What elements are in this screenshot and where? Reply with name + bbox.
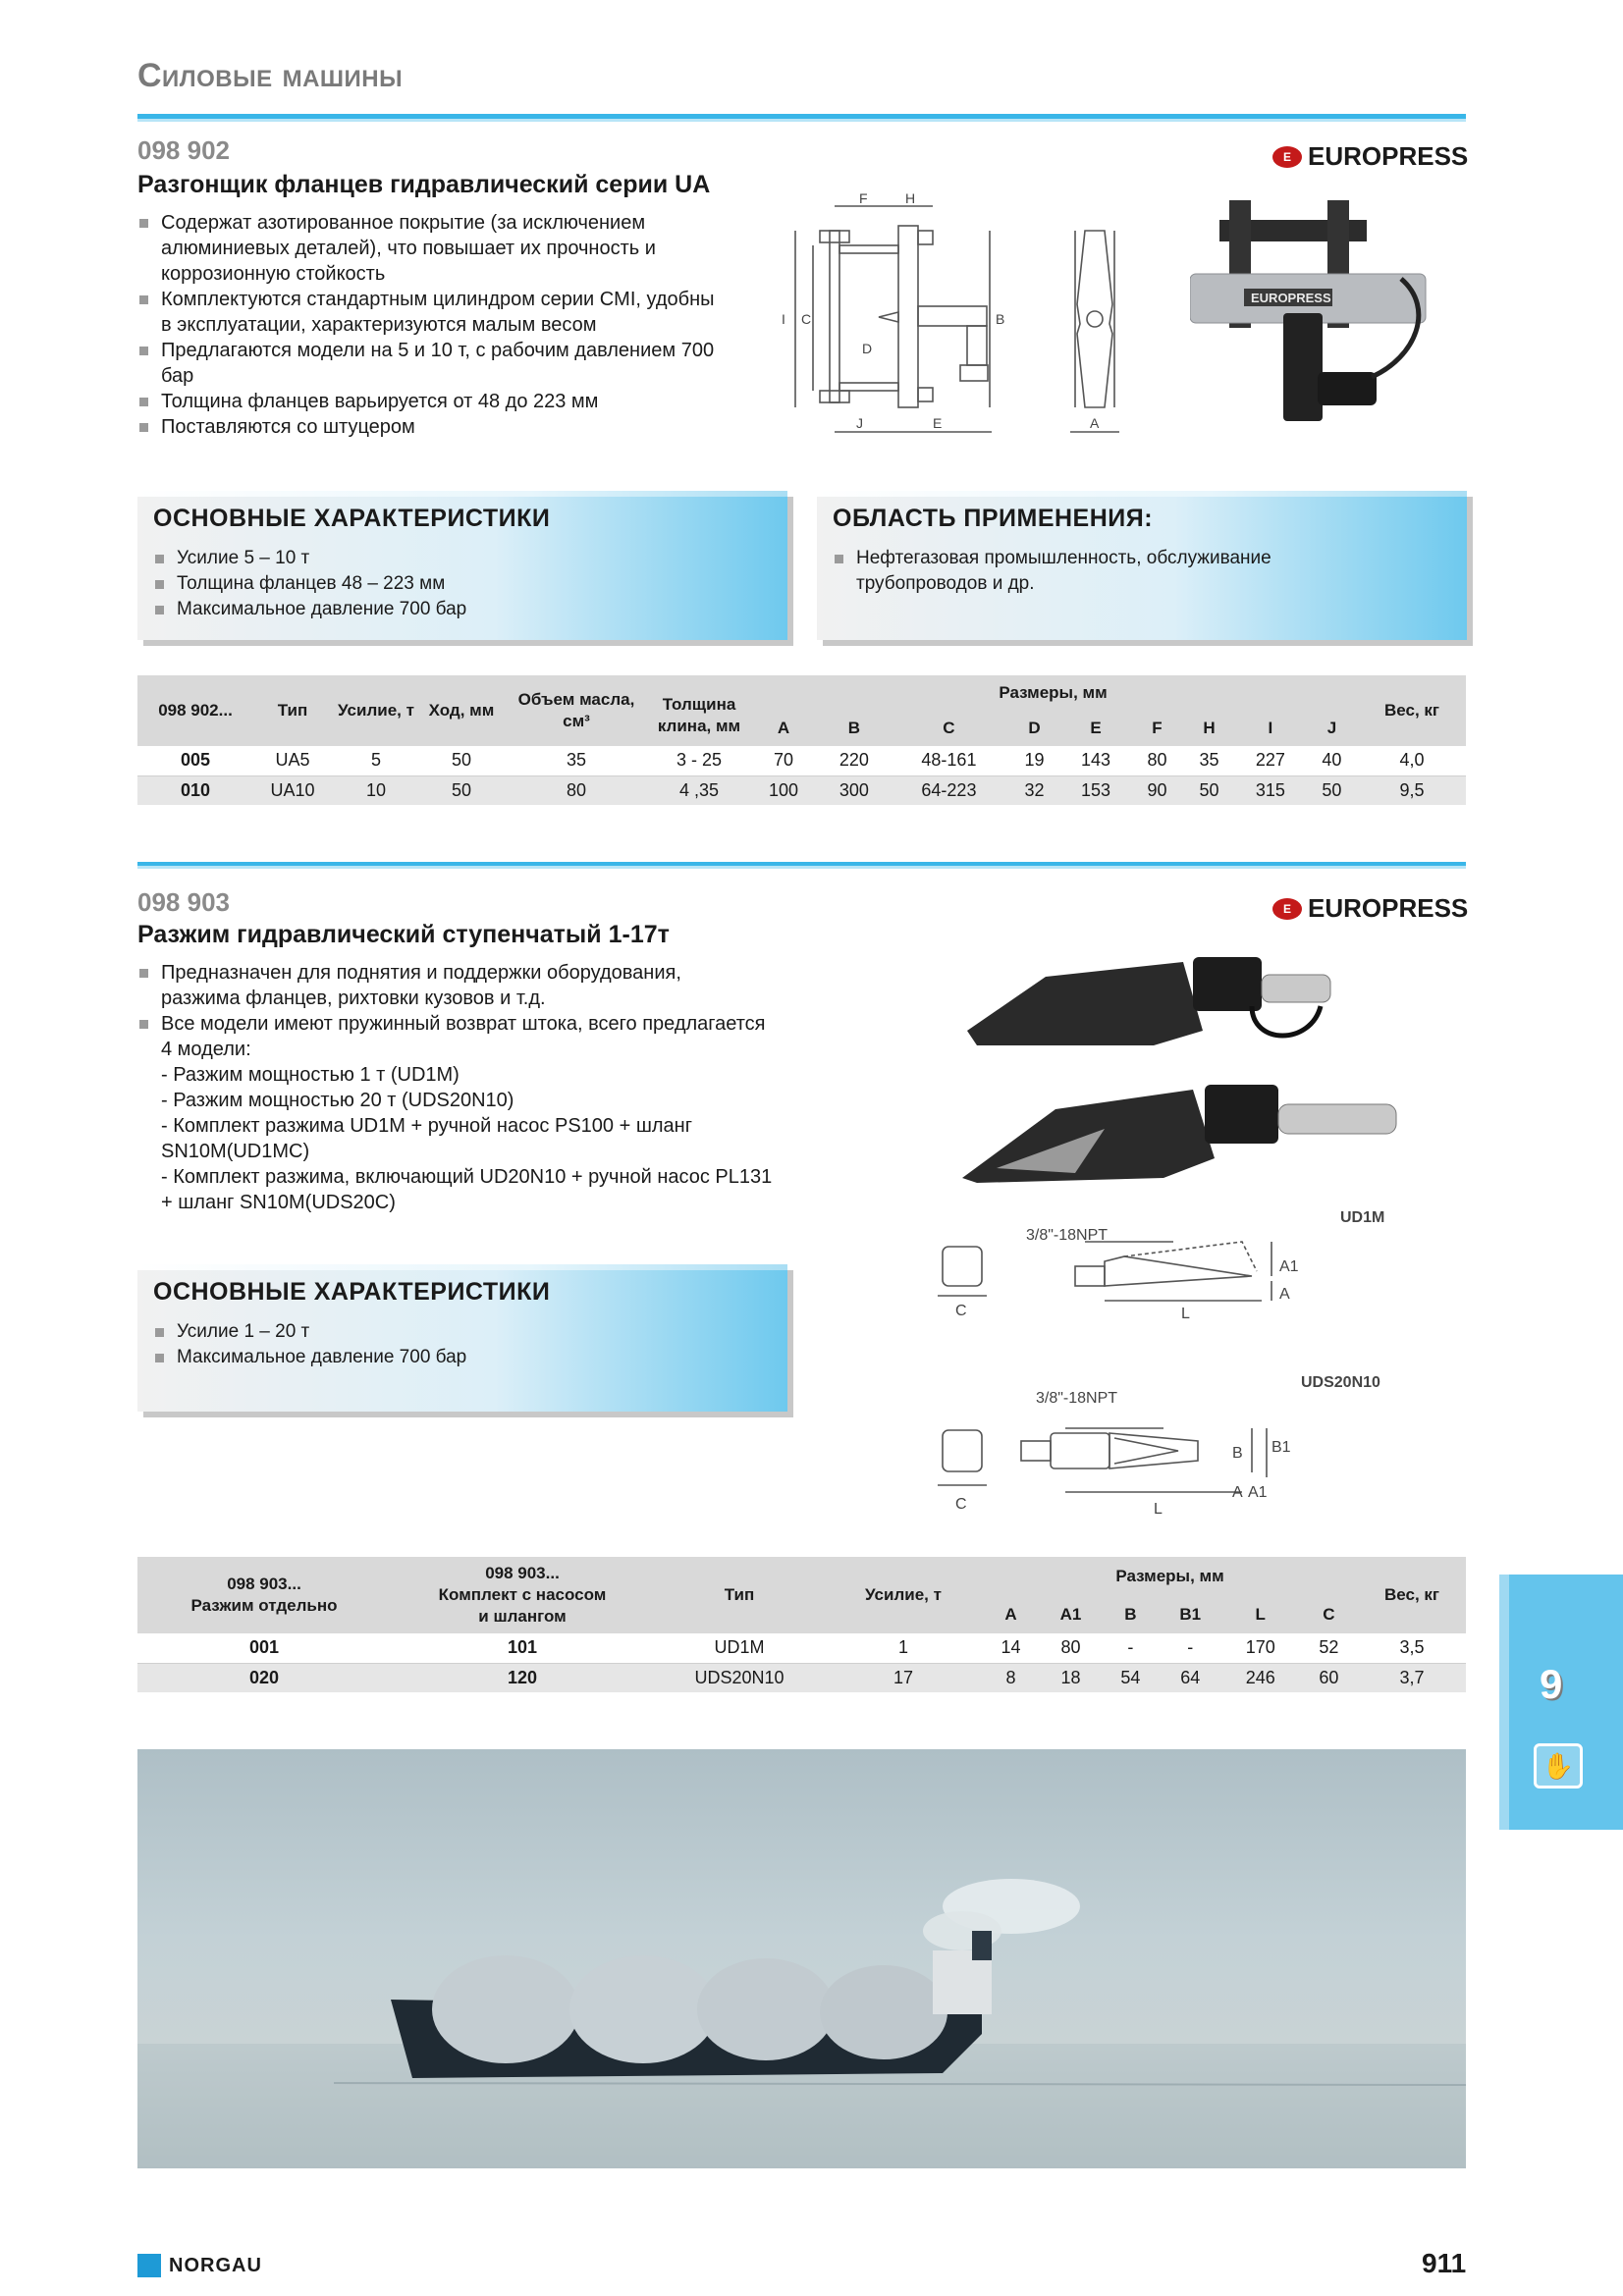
cell: 9,5 [1358,775,1466,805]
cell: 1 [825,1633,982,1663]
dim-label-c: C [955,1496,967,1513]
dim-label-j: J [856,415,863,431]
model-line: SN10M(UD1MC) [161,1141,310,1162]
brand-logo [1272,893,1468,924]
header-divider [137,114,1466,122]
cell: 4,0 [1358,746,1466,775]
dim-label-c: C [801,311,812,327]
cell: 80 [503,775,650,805]
dim-label-a: A [1279,1286,1290,1303]
cell: UD1M [654,1633,825,1663]
cell: 70 [748,746,819,775]
cell: 50 [420,746,503,775]
features-list [153,1319,466,1370]
cell: 220 [819,746,890,775]
feature-item: Толщина фланцев 48 – 223 мм [153,571,466,597]
cell: - [1160,1633,1221,1663]
product-bullets [137,210,717,440]
th-dim: B [1102,1596,1160,1633]
cell: 5 [332,746,420,775]
cell: 101 [391,1633,654,1663]
product-title: Разгонщик фланцев гидравлический серии UA [137,171,711,198]
th-dim: J [1306,711,1358,746]
feature-item: Усилие 5 – 10 т [153,546,466,571]
cell: 3,5 [1358,1633,1466,1663]
th-oil: Объем масла, см³ [503,675,650,746]
lng-tanker-photo [137,1749,1466,2168]
th-dims: Размеры, мм [748,675,1358,711]
ud1m-label: UD1M [1340,1209,1385,1226]
chapter-number: 9 [1540,1661,1563,1707]
cell: UA5 [253,746,332,775]
th-force: Усилие, т [825,1557,982,1633]
dim-label-l: L [1181,1306,1190,1322]
th-weight: Вес, кг [1358,675,1466,746]
application-list [833,546,1324,597]
th-dim: D [1008,711,1060,746]
box-top-bar [817,491,1467,497]
cell: 010 [137,775,253,805]
ud1m-drawing [938,1202,1409,1350]
bullet-item: Предназначен для поднятия и поддержки оборудования, разжима фланцев, рихтовки кузовов и т.д. [137,960,766,1011]
cell: 3,7 [1358,1663,1466,1692]
features-box [137,491,787,640]
logo-square-icon [137,2254,161,2277]
cell: 32 [1008,775,1060,805]
product-code: 098 902 [137,135,230,165]
model-line: - Комплект разжима UD1M + ручной насос PS100 + шланг [161,1115,692,1137]
section-divider [137,862,1466,869]
cell: 300 [819,775,890,805]
th-dim: I [1235,711,1306,746]
cell: 60 [1300,1663,1358,1692]
dim-label-d: D [862,341,873,356]
product-code: 098 903 [137,887,230,917]
model-line: + шланг SN10M(UDS20C) [161,1192,396,1213]
th-dim: A [748,711,819,746]
th-force: Усилие, т [332,675,420,746]
dim-label-a1: A1 [1279,1258,1299,1275]
th-code-kit [391,1557,654,1633]
cell: 100 [748,775,819,805]
cell: 143 [1060,746,1131,775]
box-top-bar [137,1264,787,1270]
th-dim: F [1131,711,1183,746]
model-list [137,1062,772,1215]
model-line: - Разжим мощностью 20 т (UDS20N10) [161,1090,514,1111]
product-title: Разжим гидравлический ступенчатый 1-17т [137,921,670,948]
table-row [137,1663,1466,1692]
application-box [817,491,1467,640]
uds-label: UDS20N10 [1301,1374,1380,1391]
brand-logo [1272,141,1468,172]
brand-mark-icon: E [1272,146,1302,168]
th-type: Тип [253,675,332,746]
dim-label-b1: B1 [1271,1439,1291,1456]
th-dim: A1 [1040,1596,1102,1633]
th-code-kit-line3: и шлангом [478,1607,567,1626]
th-code-single-line1: 098 903... [227,1575,301,1593]
features-title: ОСНОВНЫЕ ХАРАКТЕРИСТИКИ [153,1278,551,1306]
svg-text:EUROPRESS: EUROPRESS [1251,291,1331,305]
th-dim: E [1060,711,1131,746]
th-stroke: Ход, мм [420,675,503,746]
th-dim: B [819,711,890,746]
brand-mark-icon: E [1272,898,1302,920]
dim-label-e: E [933,415,943,431]
th-dim: A [982,1596,1040,1633]
cell: 005 [137,746,253,775]
dim-label-i: I [782,311,785,327]
brand-name: EUROPRESS [1308,141,1469,171]
bullet-item: Поставляются со штуцером [137,414,717,440]
cell: 14 [982,1633,1040,1663]
norgau-logo [137,2254,262,2277]
uds20n10-drawing [938,1369,1409,1526]
bullet-item: Предлагаются модели на 5 и 10 т, с рабочим давлением 700 бар [137,338,717,389]
cell: 3 - 25 [650,746,748,775]
dim-label-c: C [955,1303,967,1319]
th-type: Тип [654,1557,825,1633]
cell: UA10 [253,775,332,805]
features-title: ОСНОВНЫЕ ХАРАКТЕРИСТИКИ [153,505,551,532]
application-title: ОБЛАСТЬ ПРИМЕНЕНИЯ: [833,505,1154,532]
cell: 35 [1183,746,1235,775]
dim-label-l: L [1154,1501,1163,1518]
cell: 80 [1040,1633,1102,1663]
th-dim: H [1183,711,1235,746]
feature-item: Максимальное давление 700 бар [153,1345,466,1370]
product-bullets [137,960,766,1062]
bullet-item: Толщина фланцев варьируется от 48 до 223 мм [137,389,717,414]
brand-name: EUROPRESS [1308,893,1469,923]
cell: UDS20N10 [654,1663,825,1692]
dim-label-b: B [996,311,1005,327]
cell: 50 [1183,775,1235,805]
cell: 50 [420,775,503,805]
cell: 90 [1131,775,1183,805]
page-number: 911 [1422,2248,1467,2278]
cell: 227 [1235,746,1306,775]
cell: 246 [1221,1663,1300,1692]
tanker-illustration [137,1749,1466,2168]
dim-label-f: F [859,190,868,206]
th-code-kit-line2: Комплект с насосом [438,1585,607,1604]
features-list [153,546,466,622]
features-box [137,1264,787,1412]
cell: 170 [1221,1633,1300,1663]
dim-label-b: B [1232,1445,1243,1462]
th-dim: C [890,711,1008,746]
cell: 153 [1060,775,1131,805]
cell: 020 [137,1663,391,1692]
dim-label-a: A [1090,415,1100,431]
cell: 8 [982,1663,1040,1692]
cell: 40 [1306,746,1358,775]
ud1m-thread: 3/8"-18NPT [1026,1227,1109,1244]
logo-text: NORGAU [169,2254,262,2276]
flange-spreader-drawing [776,187,1178,452]
cell: 315 [1235,775,1306,805]
model-line: - Комплект разжима, включающий UD20N10 + ручной насос PL131 [161,1166,773,1188]
box-top-bar [137,491,787,497]
dim-label-h: H [905,190,916,206]
feature-item: Усилие 1 – 20 т [153,1319,466,1345]
spec-table-098902 [137,675,1466,805]
table-row [137,775,1466,805]
th-wedge: Толщина клина, мм [650,675,748,746]
application-item: Нефтегазовая промышленность, обслуживание трубопроводов и др. [833,546,1324,597]
table-row [137,746,1466,775]
cell: 54 [1102,1663,1160,1692]
cell: 19 [1008,746,1060,775]
page-section-title: Силовые машины [137,57,404,94]
th-code-single [137,1557,391,1633]
th-dim: B1 [1160,1596,1221,1633]
model-line: - Разжим мощностью 1 т (UD1M) [161,1064,460,1086]
cell: 120 [391,1663,654,1692]
flange-spreader-photo [1190,190,1455,436]
cell: 18 [1040,1663,1102,1692]
cell: 80 [1131,746,1183,775]
wedge-spreader-photo [957,937,1409,1202]
cell: 50 [1306,775,1358,805]
th-weight: Вес, кг [1358,1557,1466,1633]
cell: - [1102,1633,1160,1663]
dim-label-a: A [1232,1484,1243,1501]
cell: 52 [1300,1633,1358,1663]
cell: 10 [332,775,420,805]
bullet-item: Комплектуются стандартным цилиндром серии CMI, удобны в эксплуатации, характеризуются малым весом [137,287,717,338]
bullet-item: Все модели имеют пружинный возврат штока, всего предлагается 4 модели: [137,1011,766,1062]
th-dim: C [1300,1596,1358,1633]
th-dim: L [1221,1596,1300,1633]
spec-table-098903 [137,1557,1466,1692]
th-code-single-line2: Разжим отдельно [190,1596,338,1615]
cell: 17 [825,1663,982,1692]
cell: 64-223 [890,775,1008,805]
cell: 4 ,35 [650,775,748,805]
chapter-icon: ✋ [1534,1743,1583,1789]
th-code: 098 902... [137,675,253,746]
cell: 64 [1160,1663,1221,1692]
cell: 48-161 [890,746,1008,775]
table-row [137,1633,1466,1663]
th-code-kit-line1: 098 903... [485,1564,560,1582]
feature-item: Максимальное давление 700 бар [153,597,466,622]
bullet-item: Содержат азотированное покрытие (за исключением алюминиевых деталей), что повышает их прочность и коррозионную стойкость [137,210,717,287]
dim-label-a1: A1 [1248,1484,1268,1501]
cell: 001 [137,1633,391,1663]
th-dims: Размеры, мм [982,1557,1358,1596]
uds-thread: 3/8"-18NPT [1036,1390,1118,1407]
cell: 35 [503,746,650,775]
